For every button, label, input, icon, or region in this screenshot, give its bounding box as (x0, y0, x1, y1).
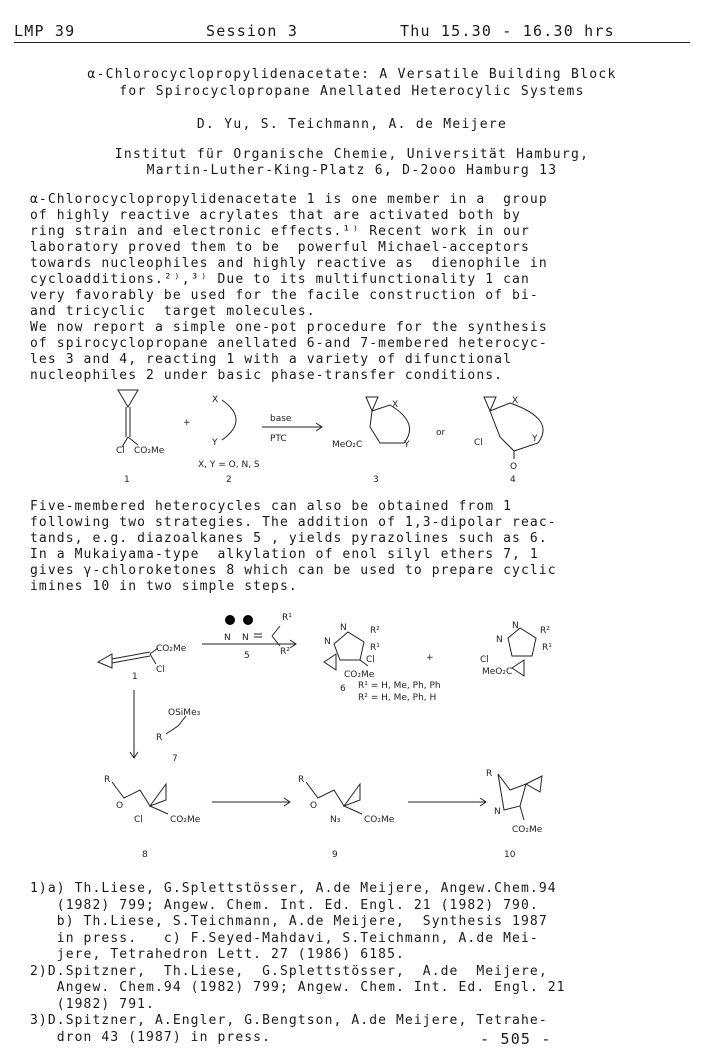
r1-substituent-row: R¹ = H, Me, Ph, Ph (358, 681, 441, 691)
reference-line: dron 43 (1987) in press. (30, 1029, 272, 1045)
imine-10-structure (498, 774, 542, 820)
n-label-6a: N (324, 637, 331, 647)
co2me-label: CO₂Me (134, 446, 165, 456)
second-paragraph (30, 499, 680, 595)
text-line: gives γ-chloroketones 8 which can be used to prepare cyclic (30, 563, 557, 578)
n3-label-9: N₃ (330, 815, 341, 825)
reaction-scheme-1 (0, 385, 704, 490)
co2me-label-9: CO₂Me (364, 815, 395, 825)
co2me-label-6: CO₂Me (344, 670, 375, 680)
reference-line: in press. c) F.Seyed-Mahdavi, S.Teichmann, A.de Mei- (30, 930, 539, 946)
text-line: towards nucleophiles and highly reactive as dienophile in (30, 256, 548, 271)
n-label-6b: N (340, 623, 347, 633)
y-label-3: Y (404, 440, 410, 450)
compound-number-1b: 1 (132, 672, 138, 682)
cl-label-1: Cl (156, 665, 165, 675)
text-line: ring strain and electronic effects.¹⁾ Recent work in our (30, 224, 530, 239)
reference-line: 3)D.Spitzner, A.Engler, G.Bengtson, A.de Meijere, Tetrahe- (30, 1013, 548, 1028)
or-label: or (436, 428, 446, 438)
text-line: of highly reactive acrylates that are activated both by (30, 208, 521, 223)
text-line: We now report a simple one-pot procedure for the synthesis (30, 320, 548, 335)
r1-label-5: R¹ (282, 613, 292, 623)
reference-line: 2)D.Spitzner, Th.Liese, G.Splettstösser, A.de Meijere, (30, 963, 548, 979)
o-label-4: O (510, 462, 518, 472)
compound-number-4: 4 (510, 475, 516, 485)
minus-charge: − (227, 616, 235, 626)
compound-1-structure (118, 390, 138, 447)
reference-line: (1982) 799; Angew. Chem. Int. Ed. Engl. 21 (1982) 790. (30, 897, 539, 913)
header-code: LMP 39 (14, 22, 76, 40)
compound-number-9: 9 (332, 850, 338, 860)
cl-label-6b: Cl (480, 655, 489, 665)
compound-number-7: 7 (172, 754, 178, 764)
xy-definition: X, Y = O, N, S (198, 460, 260, 470)
compound-number-1: 1 (124, 475, 130, 485)
text-line: following two strategies. The addition of 1,3-dipolar reac- (30, 515, 557, 530)
n-label-6d: N (512, 621, 519, 631)
y-label-4: Y (532, 434, 538, 444)
references (30, 881, 680, 1046)
osime3-label: OSiMe₃ (168, 708, 201, 718)
cl-label-4: Cl (474, 438, 483, 448)
text-line: In a Mukaiyama-type alkylation of enol silyl ethers 7, 1 (30, 547, 539, 562)
co2me-label-8: CO₂Me (170, 815, 201, 825)
text-line: cycloadditions.²⁾,³⁾ Due to its multifunctionality 1 can (30, 272, 530, 287)
x-label-4: X (512, 396, 519, 406)
r1-label-6b: R¹ (542, 643, 552, 653)
intro-paragraph (30, 192, 680, 384)
reference-line: 1)a) Th.Liese, G.Splettstösser, A.de Meijere, Angew.Chem.94 (30, 881, 557, 896)
page-header (14, 22, 690, 42)
compound-number-3: 3 (373, 475, 379, 485)
text-line: tands, e.g. diazoalkanes 5 , yields pyrazolines such as 6. (30, 531, 548, 546)
compound-number-6: 6 (340, 684, 346, 694)
affiliation-line-1: Institut für Organische Chemie, Universität Hamburg, (114, 147, 590, 162)
title-line-1: α-Chlorocyclopropylidenacetate: A Versatile Building Block (87, 67, 617, 82)
text-line: of spirocyclopropane anellated 6-and 7-membered heterocyc- (30, 336, 548, 351)
text-line: very favorably be used for the facile construction of bi- (30, 288, 539, 303)
o-label-9: O (310, 801, 318, 811)
text-line: α-Chlorocyclopropylidenacetate 1 is one member in a group (30, 192, 548, 207)
x-label: X (212, 395, 219, 405)
text-line: les 3 and 4, reacting 1 with a variety of difunctional (30, 352, 513, 367)
reference-line: Angew. Chem.94 (1982) 799; Angew. Chem. Int. Ed. Engl. 21 (30, 980, 566, 995)
compound-number-5: 5 (244, 651, 250, 661)
n-label-5a: N (224, 633, 231, 643)
affiliation-line-2: Martin-Luther-King-Platz 6, D-2ooo Hamburg 13 (146, 163, 558, 178)
plus-charge: + (245, 616, 253, 626)
cl-label: Cl (116, 446, 125, 456)
reference-line: (1982) 791. (30, 996, 155, 1012)
header-rule (14, 42, 690, 43)
compound-number-8: 8 (142, 850, 148, 860)
plus-sign: + (183, 418, 191, 428)
text-line: nucleophiles 2 under basic phase-transfer conditions. (30, 368, 504, 383)
r-label-10: R (486, 769, 493, 779)
authors: D. Yu, S. Teichmann, A. de Meijere (196, 117, 508, 132)
reaction-scheme-2 (0, 604, 704, 866)
n-label-5b: N (242, 633, 249, 643)
r2-label-5: R² (280, 647, 290, 657)
cl-label-8: Cl (134, 815, 143, 825)
cl-label-6: Cl (366, 655, 375, 665)
y-label: Y (212, 438, 218, 448)
meo2c-label-6b: MeO₂C (482, 667, 513, 677)
n-label-10: N (494, 807, 501, 817)
co2me-label-10: CO₂Me (512, 825, 543, 835)
plus-sign-2: + (426, 653, 434, 663)
compound-1-structure-b (98, 648, 158, 668)
r1-label-6: R¹ (370, 643, 380, 653)
co2me-label-1: CO₂Me (156, 644, 187, 654)
x-label-3: X (392, 400, 399, 410)
text-line: Five-membered heterocycles can also be obtained from 1 (30, 499, 513, 514)
base-label: base (270, 414, 292, 424)
reference-line: jere, Tetrahedron Lett. 27 (1986) 6185. (30, 947, 405, 962)
r2-label-6b: R² (540, 626, 550, 636)
o-label-8: O (116, 801, 124, 811)
compound-4-structure (484, 397, 543, 459)
r2-substituent-row: R² = H, Me, Ph, H (358, 693, 437, 703)
reference-line: b) Th.Liese, S.Teichmann, A.de Meijere, Synthesis 1987 (30, 914, 548, 929)
text-line: imines 10 in two simple steps. (30, 579, 298, 594)
r-label-7: R (156, 733, 163, 743)
compound-number-2: 2 (226, 475, 232, 485)
text-line: and tricyclic target molecules. (30, 304, 316, 319)
ptc-label: PTC (270, 434, 287, 444)
compound-2-structure (222, 400, 236, 440)
text-line: laboratory proved them to be powerful Michael-acceptors (30, 240, 530, 255)
r2-label-6: R² (370, 626, 380, 636)
meo2c-label: MeO₂C (332, 440, 363, 450)
enol-ether-7-structure (166, 716, 186, 734)
n-label-6c: N (496, 635, 503, 645)
title-line-2: for Spirocyclopropane Anellated Heterocylic Systems (119, 84, 585, 99)
page-number: - 505 - (480, 1030, 552, 1048)
header-session: Session 3 (206, 22, 299, 40)
r-label-9: R (298, 775, 305, 785)
r-label-8: R (104, 775, 111, 785)
compound-3-structure (366, 397, 410, 443)
header-time: Thu 15.30 - 16.30 hrs (400, 22, 615, 40)
compound-number-10: 10 (504, 850, 516, 860)
